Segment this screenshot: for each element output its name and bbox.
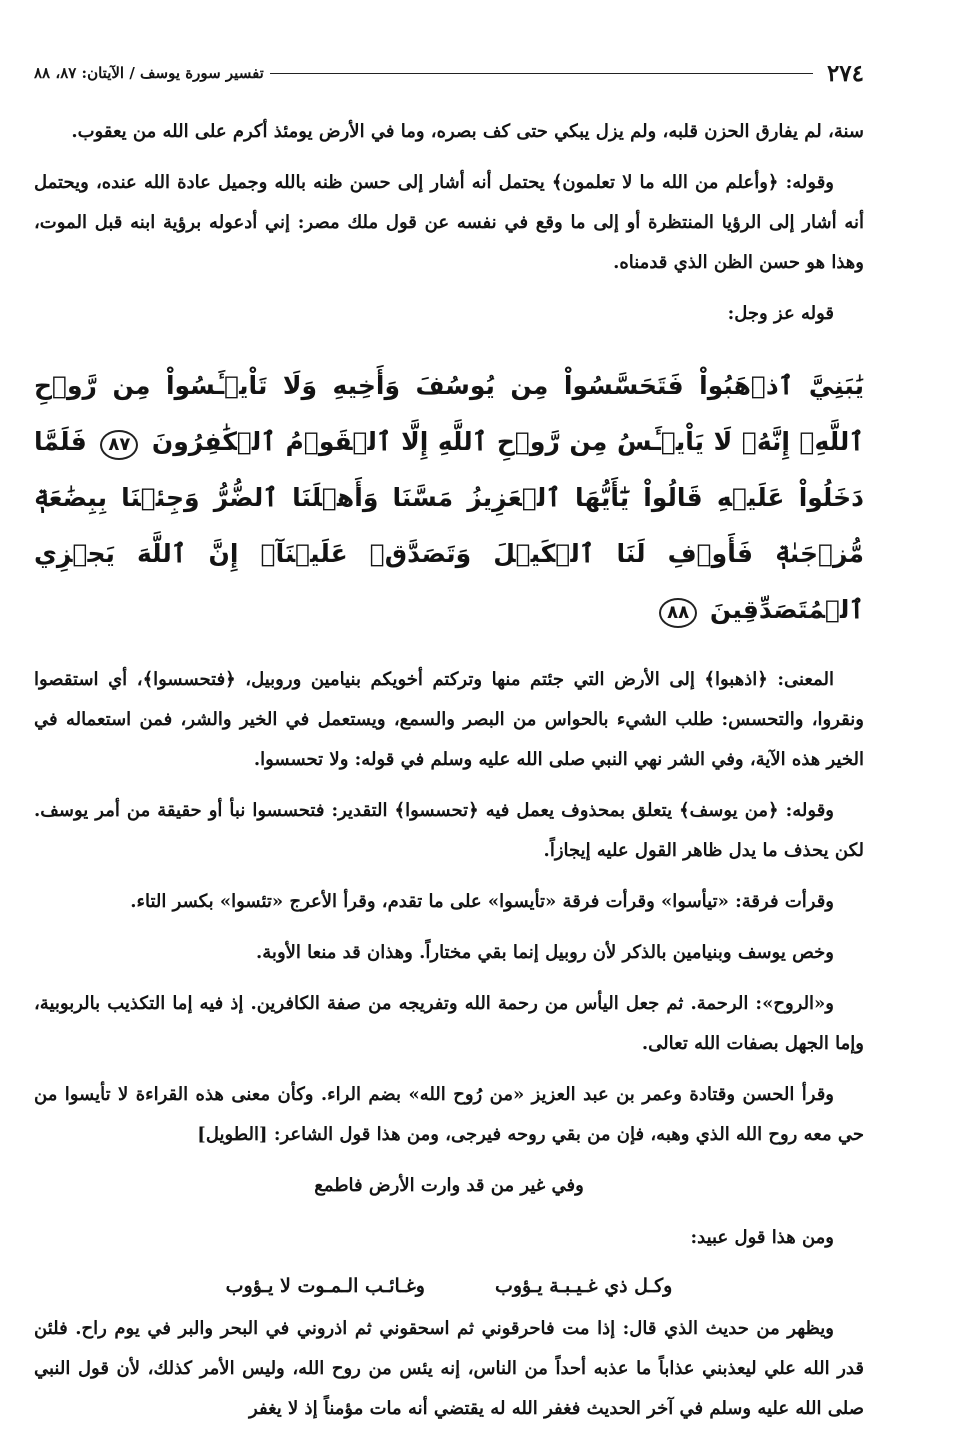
- paragraph: سنة، لم يفارق الحزن قلبه، ولم يزل يبكي حتى كف بصره، وما في الأرض يومئذ أكرم على الله من يعقوب.: [71, 121, 864, 142]
- paragraph: وقوله: ﴿من يوسف﴾ يتعلق بمحذوف يعمل فيه ﴿تحسسوا﴾ التقدير: فتحسسوا نبأ أو حقيقة من أمر يوسف. لكن يحذف ما يدل ظاهر القول عليه إيجازاً.: [34, 800, 864, 861]
- paragraph: ومن هذا قول عبيد:: [690, 1227, 834, 1248]
- paragraph: وقوله: ﴿وأعلم من الله ما لا تعلمون﴾ يحتمل أنه أشار إلى حسن ظنه بالله وجميل عادة الله عنده، ويحتمل أنه أشار إلى الرؤيا المنتظرة أو إلى ما وقع في نفسه عن قول ملك مصر: إني أدعوله برؤية ابنه قبل الموت، وهذا هو حسن الظن الذي قدمناه.: [34, 172, 864, 273]
- poem-verse: [34, 1269, 864, 1303]
- header-rule: [270, 73, 813, 74]
- quran-verse-text: يَٰبَنِيَّ ٱذۡهَبُواْ فَتَحَسَّسُواْ مِن يُوسُفَ وَأَخِيهِ وَلَا تَاْيۡـَٔسُواْ مِن رَّوۡحِ ٱللَّهِۖ إِنَّهُۥ لَا يَاْيۡـَٔسُ مِن رَّوۡحِ ٱللَّهِ إِلَّا ٱلۡقَوۡمُ ٱلۡكَٰفِرُونَ: [34, 371, 864, 456]
- quran-verses: [34, 358, 864, 638]
- paragraph: المعنى: ﴿اذهبوا﴾ إلى الأرض التي جئتم منها وتركتم أخويكم بنيامين وروبيل، ﴿فتحسسوا﴾، أي استقصوا ونقروا، والتحسس: طلب الشيء بالحواس من البصر والسمع، ويستعمل في الخير والشر، فمن استعماله في الخير هذه الآية، وفي الشر نهي النبي صلى الله عليه وسلم في قوله: ولا تحسسوا.: [34, 669, 864, 770]
- paragraph-text: وقرأ الحسن وقتادة وعمر بن عبد العزيز «من رُوح الله» بضم الراء. وكأن معنى هذه القراءة لا تأيسوا من حي معه روح الله الذي وهبه، فإن من بقي روحه فيرجى، ومن هذا قول الشاعر:: [34, 1084, 864, 1145]
- page-body: [34, 112, 864, 1440]
- quran-verse-text: فَلَمَّا دَخَلُواْ عَلَيۡهِ قَالُواْ يَٰٓأَيُّهَا ٱلۡعَزِيزُ مَسَّنَا وَأَهۡلَنَا ٱلضُّرُّ وَجِئۡنَا بِبِضَٰعَةٖ مُّزۡجَىٰةٖ فَأَوۡفِ لَنَا ٱلۡكَيۡلَ وَتَصَدَّقۡ عَلَيۡنَآۖ إِنَّ ٱللَّهَ يَجۡزِي ٱلۡمُتَصَدِّقِينَ: [34, 427, 864, 624]
- paragraph: وقرأت فرقة: «تيأسوا» وقرأت فرقة «تأيسوا» على ما تقدم، وقرأ الأعرج «تئسوا» بكسر التاء.: [130, 891, 834, 912]
- poetic-meter-label: [الطويل]: [197, 1124, 268, 1145]
- running-title: تفسير سورة يوسف / الآيتان: ٨٧، ٨٨: [34, 64, 264, 82]
- page-number: ٢٧٤: [826, 59, 864, 87]
- paragraph: [34, 1075, 864, 1155]
- verse-number-marker: ٨٧: [100, 430, 138, 460]
- paragraph: وخص يوسف وبنيامين بالذكر لأن روبيل إنما بقي مختاراً. وهذان قد منعا الأوبة.: [256, 942, 834, 963]
- hemistich-first: وكـل ذي غـيـبـة يـؤوب: [494, 1275, 673, 1297]
- paragraph: ويظهر من حديث الذي قال: إذا مت فاحرقوني ثم اسحقوني ثم اذروني في البحر والبر في يوم راح. فلئن قدر الله علي ليعذبني عذاباً ما عذبه أحداً من الناس، إنه يئس من روح الله، وليس الأمر كذلك، لأن قول النبي صلى الله عليه وسلم في آخر الحديث فغفر الله له يقتضي أنه مات مؤمناً إذ لا يغفر: [34, 1318, 864, 1419]
- verse-number-marker: ٨٨: [659, 598, 697, 628]
- poem-verse: وفي غير من قد وارت الأرض فاطمع: [314, 1175, 584, 1196]
- section-intro: قوله عز وجل:: [727, 303, 834, 324]
- page-header: [34, 58, 864, 88]
- hemistich-second: وغـائـب الـمـوت لا يـؤوب: [225, 1275, 425, 1297]
- paragraph: و«الروح»: الرحمة. ثم جعل اليأس من رحمة الله وتفريجه من صفة الكافرين. إذ فيه إما التكذيب بالربوبية، وإما الجهل بصفات الله تعالى.: [34, 993, 864, 1054]
